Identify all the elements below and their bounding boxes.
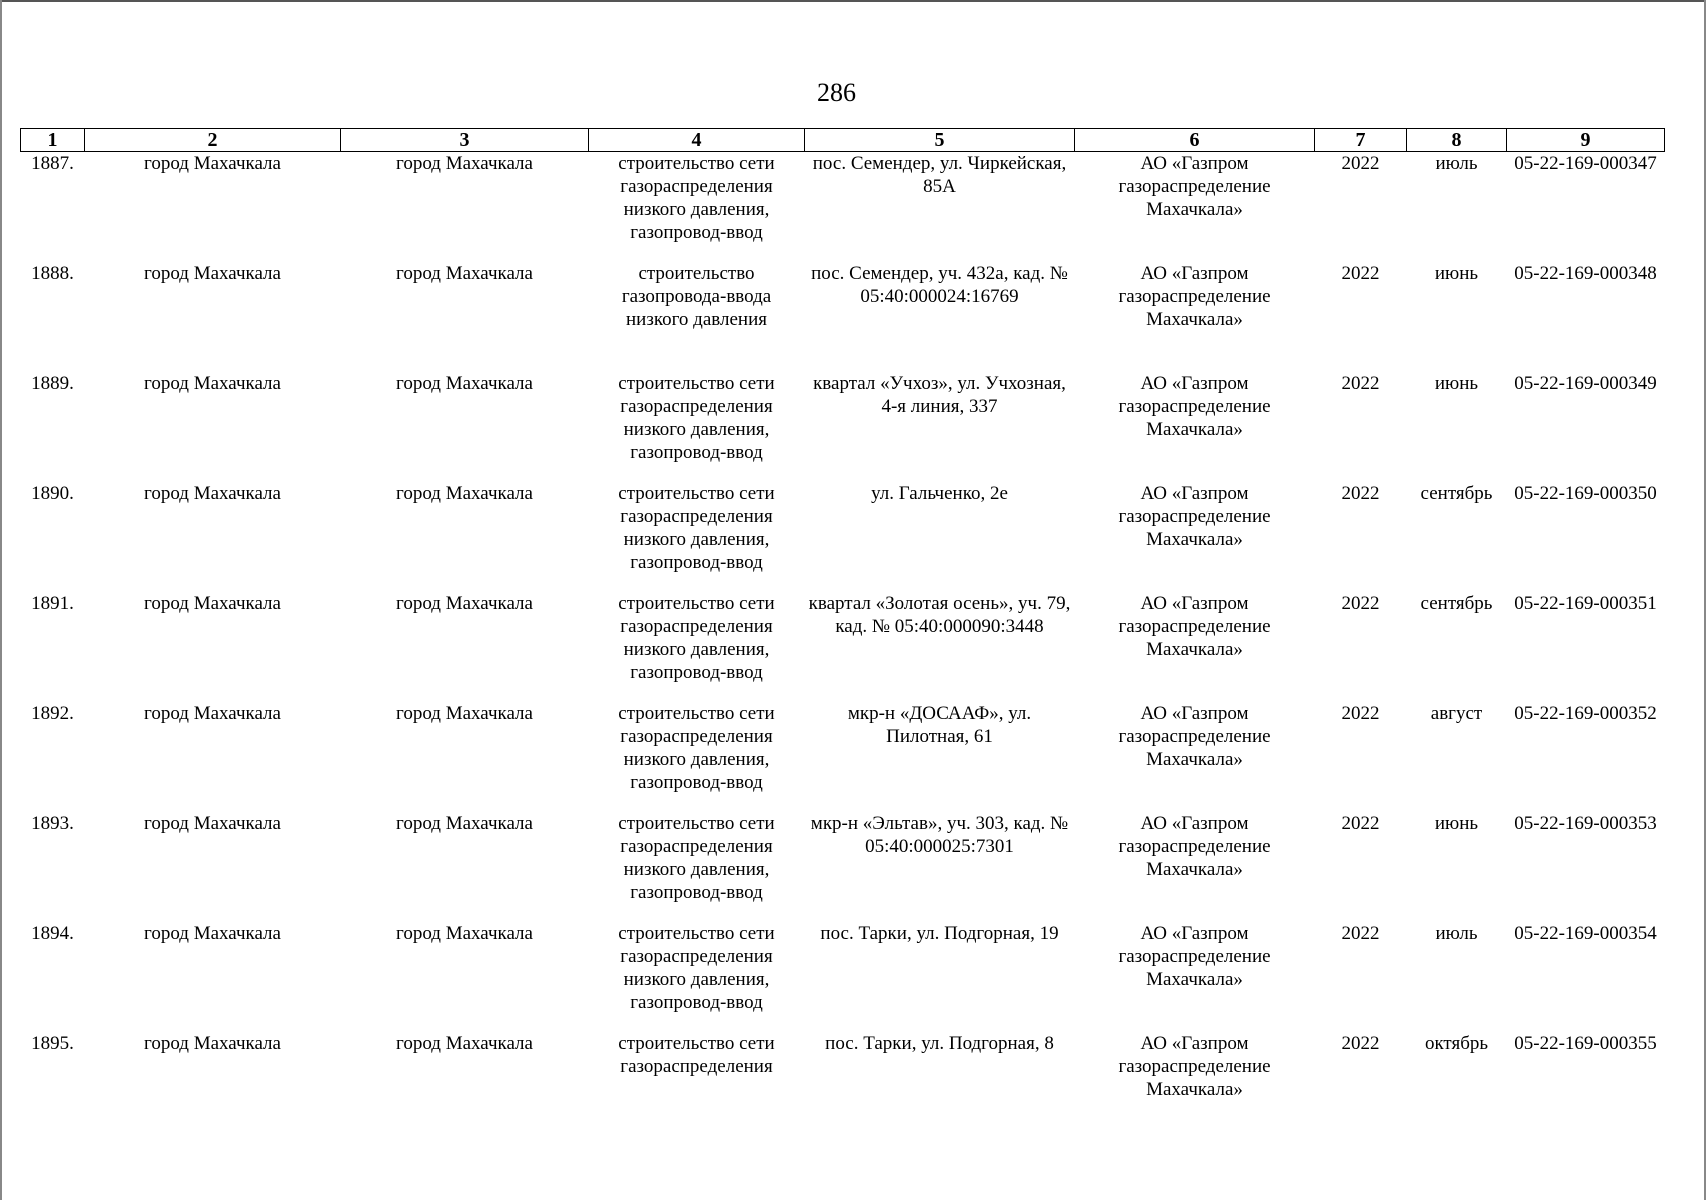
code-cell: 05-22-169-000351 [1514,592,1657,614]
organization-cell: АО «Газпром газораспределение Махачкала» [1118,372,1271,440]
column-header: 1 [21,129,85,152]
organization-cell: АО «Газпром газораспределение Махачкала» [1118,592,1271,660]
code-cell: 05-22-169-000347 [1514,153,1657,174]
address-cell: пос. Тарки, ул. Подгорная, 8 [825,1032,1054,1054]
work-type-cell: строительство сети газораспределения низкого давления, газопровод-ввод [618,592,775,683]
row-number: 1893. [31,812,74,834]
district-cell: город Махачкала [144,812,281,834]
organization-cell: АО «Газпром газораспределение Махачкала» [1118,153,1271,220]
organization-cell: АО «Газпром газораспределение Махачкала» [1118,812,1271,880]
table-row [21,152,1665,262]
year-cell: 2022 [1341,482,1380,504]
year-cell: 2022 [1341,262,1380,284]
address-cell: пос. Семендер, уч. 432а, кад. № 05:40:000024:16769 [811,262,1068,307]
month-cell: октябрь [1424,1032,1489,1054]
table-row [21,262,1665,372]
year-cell: 2022 [1341,592,1380,614]
row-number: 1890. [31,482,74,504]
work-type-cell: строительство газопровода-ввода низкого давления [621,262,772,330]
column-header: 7 [1315,129,1407,152]
district-cell: город Махачкала [144,1032,281,1054]
settlement-cell: город Махачкала [396,372,533,394]
column-header: 6 [1075,129,1315,152]
scan-edge-top [0,0,1706,2]
register-rows [21,152,1665,1101]
district-cell: город Махачкала [144,922,281,944]
settlement-cell: город Махачкала [396,592,533,614]
year-cell: 2022 [1341,922,1380,944]
register-table [20,128,1665,1101]
work-type-cell: строительство сети газораспределения низкого давления, газопровод-ввод [618,153,775,243]
year-cell: 2022 [1341,702,1380,724]
work-type-cell: строительство сети газораспределения низкого давления, газопровод-ввод [618,702,775,793]
scan-edge-left [0,0,2,1200]
column-header: 3 [341,129,589,152]
month-cell: июнь [1434,262,1479,284]
table-row [21,812,1665,922]
month-cell: сентябрь [1420,482,1493,504]
row-number: 1887. [31,153,74,174]
column-header: 8 [1407,129,1507,152]
organization-cell: АО «Газпром газораспределение Махачкала» [1118,922,1271,990]
table-row [21,372,1665,482]
table-row [21,482,1665,592]
district-cell: город Махачкала [144,372,281,394]
settlement-cell: город Махачкала [396,812,533,834]
work-type-cell: строительство сети газораспределения низкого давления, газопровод-ввод [618,372,775,463]
table-row [21,702,1665,812]
code-cell: 05-22-169-000355 [1514,1032,1657,1054]
code-cell: 05-22-169-000350 [1514,482,1657,504]
address-cell: мкр-н «ДОСААФ», ул. Пилотная, 61 [847,702,1032,747]
row-number: 1891. [31,592,74,614]
column-header: 4 [589,129,805,152]
row-number: 1889. [31,372,74,394]
district-cell: город Махачкала [144,153,281,174]
table-row [21,1032,1665,1101]
month-cell: июнь [1434,372,1479,394]
table-row [21,922,1665,1032]
month-cell: сентябрь [1420,592,1493,614]
year-cell: 2022 [1341,1032,1380,1054]
row-number: 1892. [31,702,74,724]
column-number-header [21,129,1665,152]
address-cell: квартал «Золотая осень», уч. 79, кад. № 05:40:000090:3448 [808,592,1071,637]
district-cell: город Махачкала [144,262,281,284]
district-cell: город Махачкала [144,592,281,614]
code-cell: 05-22-169-000349 [1514,372,1657,394]
settlement-cell: город Махачкала [396,1032,533,1054]
work-type-cell: строительство сети газораспределения низкого давления, газопровод-ввод [618,812,775,903]
settlement-cell: город Махачкала [396,153,533,174]
code-cell: 05-22-169-000353 [1514,812,1657,834]
row-number: 1894. [31,922,74,944]
address-cell: мкр-н «Эльтав», уч. 303, кад. № 05:40:000025:7301 [810,812,1069,857]
address-cell: ул. Гальченко, 2е [871,482,1008,504]
organization-cell: АО «Газпром газораспределение Махачкала» [1118,482,1271,550]
code-cell: 05-22-169-000348 [1514,262,1657,284]
address-cell: квартал «Учхоз», ул. Учхозная, 4-я линия, 337 [813,372,1066,417]
column-header: 9 [1507,129,1665,152]
month-cell: июль [1435,153,1478,174]
year-cell: 2022 [1341,153,1380,174]
settlement-cell: город Махачкала [396,482,533,504]
month-cell: август [1430,702,1483,724]
table-row [21,592,1665,702]
row-number: 1888. [31,262,74,284]
year-cell: 2022 [1341,812,1380,834]
settlement-cell: город Махачкала [396,702,533,724]
district-cell: город Махачкала [144,702,281,724]
column-header: 2 [85,129,341,152]
work-type-cell: строительство сети газораспределения низкого давления, газопровод-ввод [618,922,775,1013]
code-cell: 05-22-169-000352 [1514,702,1657,724]
month-cell: июль [1435,922,1478,944]
column-header: 5 [805,129,1075,152]
organization-cell: АО «Газпром газораспределение Махачкала» [1118,262,1271,330]
month-cell: июнь [1434,812,1479,834]
row-number: 1895. [31,1032,74,1054]
district-cell: город Махачкала [144,482,281,504]
page-number: 286 [817,78,856,107]
organization-cell: АО «Газпром газораспределение Махачкала» [1118,1032,1271,1100]
settlement-cell: город Махачкала [396,262,533,284]
settlement-cell: город Махачкала [396,922,533,944]
code-cell: 05-22-169-000354 [1514,922,1657,944]
year-cell: 2022 [1341,372,1380,394]
work-type-cell: строительство сети газораспределения [618,1032,775,1077]
address-cell: пос. Семендер, ул. Чиркейская, 85А [812,153,1067,197]
organization-cell: АО «Газпром газораспределение Махачкала» [1118,702,1271,770]
address-cell: пос. Тарки, ул. Подгорная, 19 [820,922,1059,944]
work-type-cell: строительство сети газораспределения низкого давления, газопровод-ввод [618,482,775,573]
